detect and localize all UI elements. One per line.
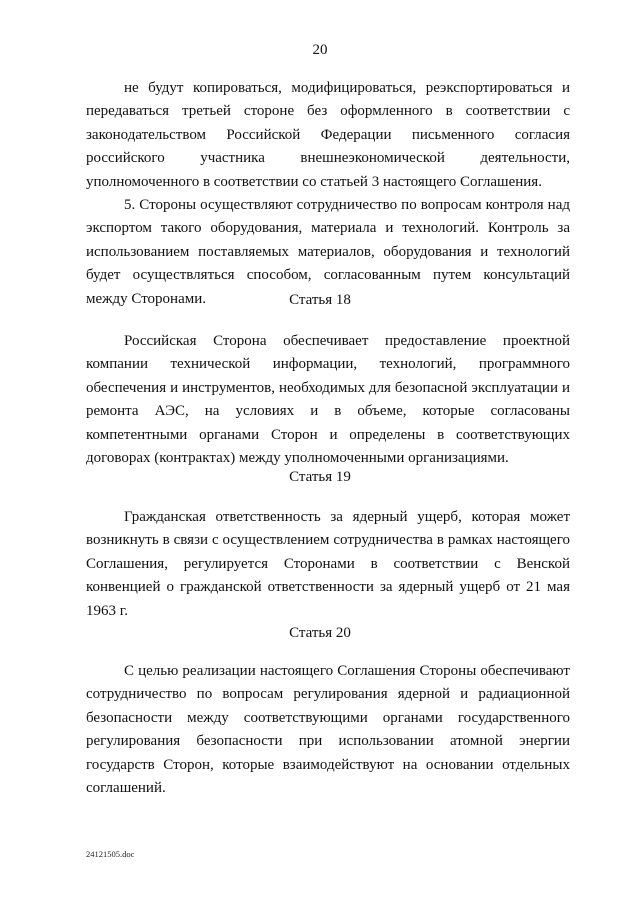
- intro-block: [86, 77, 570, 311]
- article-19-block: [86, 506, 570, 623]
- footer-doc-code: 24121505.doc: [86, 849, 135, 859]
- article-20-heading: Статья 20: [289, 625, 351, 641]
- article-19-heading: Статья 19: [289, 469, 351, 485]
- article-18-text: Российская Сторона обеспечивает предоставление проектной компании технической информации, технологий, программного обеспечения и инструментов, необходимых для безопасной эксплуатации и ремонта АЭС, на условиях и в объеме, которые согласованы компетентными органами Сторон и определены в соответствующих договорах (контрактах) между уполномоченными организациями.: [86, 333, 570, 467]
- article-18-block: [86, 330, 570, 470]
- page-number: 20: [312, 42, 328, 58]
- article-18-heading: Статья 18: [289, 292, 351, 308]
- article-19-text: Гражданская ответственность за ядерный ущерб, которая может возникнуть в связи с осуществлением сотрудничества в рамках настоящего Соглашения, регулируется Сторонами в соответствии с Венской конвенцией о гражданской ответственности за ядерный ущерб от 21 мая 1963 г.: [86, 509, 570, 619]
- article-20-text: С целью реализации настоящего Соглашения Стороны обеспечивают сотрудничество по вопросам регулирования ядерной и радиационной безопасности между соответствующими органами государственного регулирования безопасности при использовании атомной энергии государств Сторон, которые взаимодействуют на основании отдельных соглашений.: [86, 663, 570, 797]
- article-20-block: [86, 660, 570, 800]
- continuation-paragraph: не будут копироваться, модифицироваться, реэкспортироваться и передаваться третьей стороне без оформленного в соответствии с законодательством Российской Федерации письменного согласия российского участника внешнеэкономической деятельности, уполномоченного в соответствии со статьей 3 настоящего Соглашения.: [86, 80, 570, 190]
- paragraph-5: 5. Стороны осуществляют сотрудничество по вопросам контроля над экспортом такого оборудования, материала и технологий. Контроль за использованием поставляемых материалов, оборудования и технологий будет осуществляться способом, согласованным путем консультаций между Сторонами.: [86, 197, 570, 307]
